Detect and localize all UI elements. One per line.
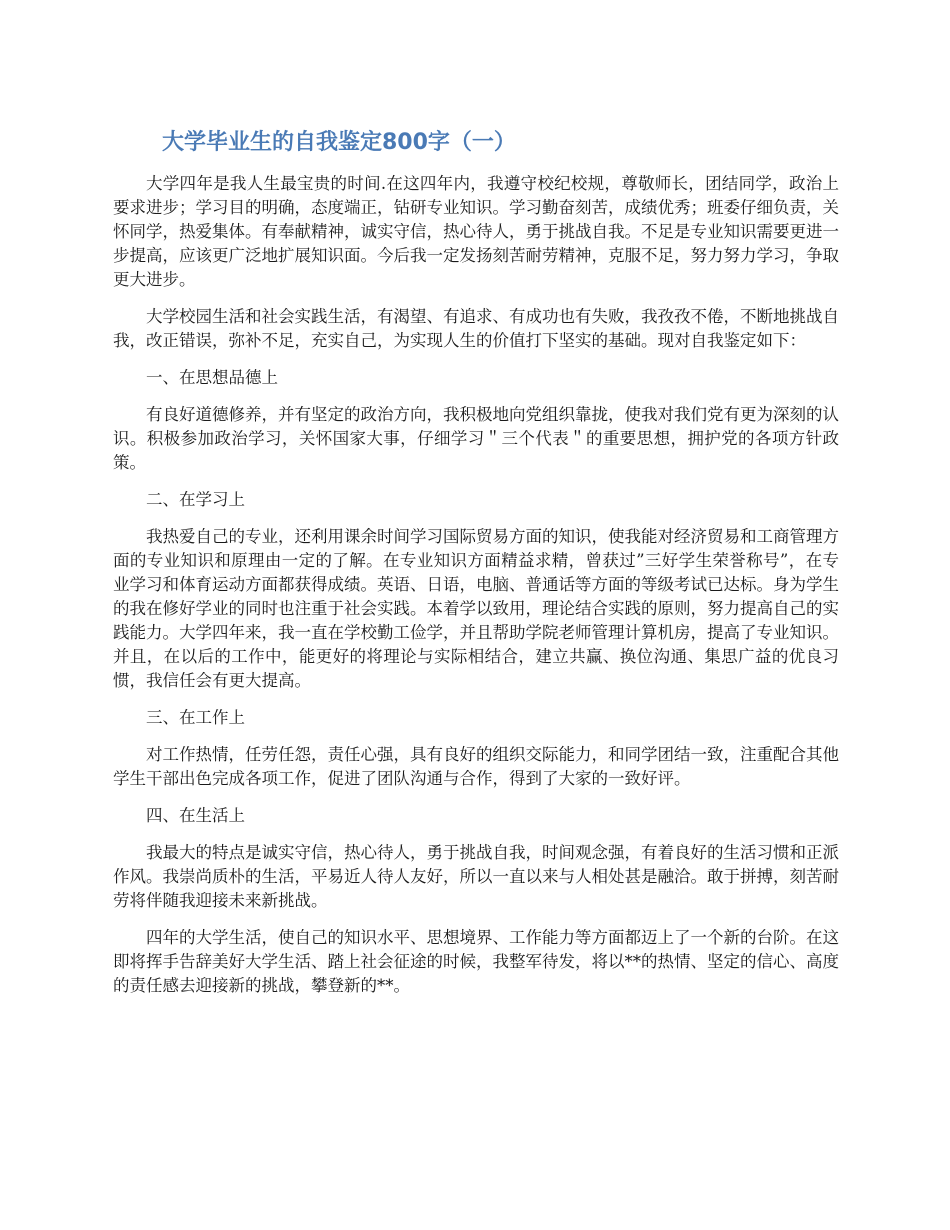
- section-heading-study: 二、在学习上: [146, 490, 245, 509]
- document-body: [113, 172, 839, 1011]
- paragraph-work: 对工作热情，任劳任怨，责任心强，具有良好的组织交际能力，和同学团结一致，注重配合其他学生干部出色完成各项工作，促进了团队沟通与合作，得到了大家的一致好评。: [113, 745, 839, 788]
- document-title: 大学毕业生的自我鉴定800字（一）: [162, 130, 516, 155]
- paragraph-study: 我热爱自己的专业，还利用课余时间学习国际贸易方面的知识，使我能对经济贸易和工商管理方面的专业知识和原理由一定的了解。在专业知识方面精益求精，曾获过”三好学生荣誉称号”，在专业学习和体育运动方面都获得成绩。英语、日语，电脑、普通话等方面的等级考试已达标。身为学生的我在修好学业的同时也注重于社会实践。本着学以致用，理论结合实践的原则，努力提高自己的实践能力。大学四年来，我一直在学校勤工俭学，并且帮助学院老师管理计算机房，提高了专业知识。并且，在以后的工作中，能更好的将理论与实际相结合，建立共赢、换位沟通、集思广益的优良习惯，我信任会有更大提高。: [113, 527, 839, 690]
- paragraph-intro: 大学四年是我人生最宝贵的时间.在这四年内，我遵守校纪校规，尊敬师长，团结同学，政治上要求进步；学习目的明确，态度端正，钻研专业知识。学习勤奋刻苦，成绩优秀；班委仔细负责，关怀同学，热爱集体。有奉献精神，诚实守信，热心待人，勇于挑战自我。不足是专业知识需要更进一步提高，应该更广泛地扩展知识面。今后我一定发扬刻苦耐劳精神，克服不足，努力努力学习，争取更大进步。: [113, 174, 839, 289]
- paragraph-conclusion: 四年的大学生活，使自己的知识水平、思想境界、工作能力等方面都迈上了一个新的台阶。在这即将挥手告辞美好大学生活、踏上社会征途的时候，我整军待发，将以**的热情、坚定的信心、高度的责任感去迎接新的挑战，攀登新的**。: [113, 928, 839, 995]
- section-heading-morality: 一、在思想品德上: [146, 368, 278, 387]
- paragraph-morality: 有良好道德修养，并有坚定的政治方向，我积极地向党组织靠拢，使我对我们党有更为深刻的认识。积极参加政治学习，关怀国家大事，仔细学习＂三个代表＂的重要思想，拥护党的各项方针政策。: [113, 405, 839, 472]
- section-heading-life: 四、在生活上: [146, 806, 245, 825]
- paragraph-overview: 大学校园生活和社会实践生活，有渴望、有追求、有成功也有失败，我孜孜不倦，不断地挑战自我，改正错误，弥补不足，充实自己，为实现人生的价值打下坚实的基础。现对自我鉴定如下：: [113, 307, 839, 350]
- section-heading-work: 三、在工作上: [146, 708, 245, 727]
- paragraph-life: 我最大的特点是诚实守信，热心待人，勇于挑战自我，时间观念强，有着良好的生活习惯和正派作风。我崇尚质朴的生活，平易近人待人友好，所以一直以来与人相处甚是融洽。敢于拼搏，刻苦耐劳将伴随我迎接未来新挑战。: [113, 843, 839, 910]
